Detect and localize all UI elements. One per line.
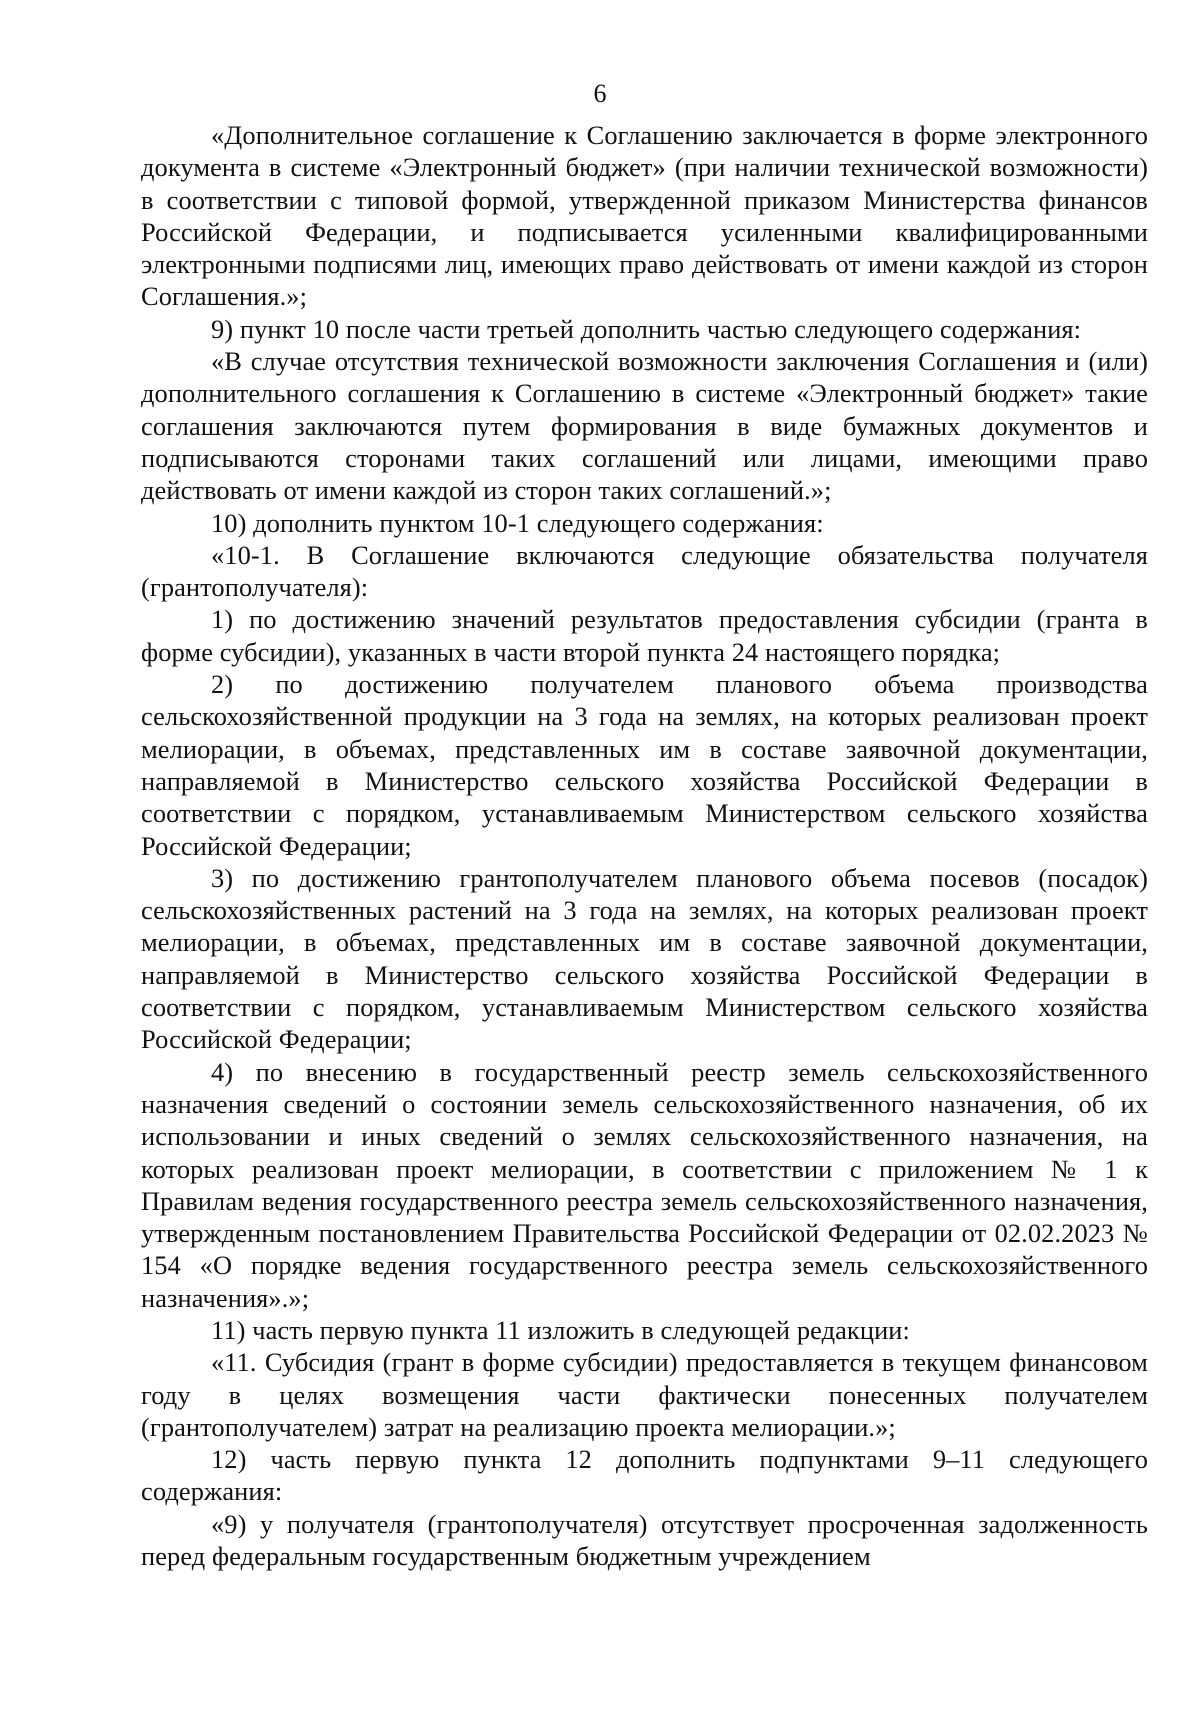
paragraph-12-subitem-9: «9) у получателя (грантополучателя) отсутствует просроченная задолженность перед федеральным государственным бюджетным учреждением — [141, 1508, 1148, 1572]
paragraph-obligation-2: 2) по достижению получателем планового объема производства сельскохозяйственной продукции на 3 года на землях, на которых реализован проект мелиорации, в объемах, представленных им в составе заявочной документации, направляемой в Министерство сельского хозяйства Российской Федерации в соответствии с порядком, устанавливаемым Министерством сельского хозяйства Российской Федерации; — [141, 669, 1148, 861]
paragraph-11-subsidy: «11. Субсидия (грант в форме субсидии) предоставляется в текущем финансовом году в целях возмещения части фактически понесенных получателем (грантополучателем) затрат на реализацию проекта мелиорации.»; — [141, 1347, 1148, 1442]
paragraph-item-9: 9) пункт 10 после части третьей дополнить частью следующего содержания: — [211, 313, 1082, 344]
document-body — [141, 119, 1148, 1572]
paragraph-obligation-3: 3) по достижению грантополучателем планового объема посевов (посадок) сельскохозяйственных растений на 3 года на землях, на которых реализован проект мелиорации, в объемах, представленных им в составе заявочной документации, направляемой в Министерство сельского хозяйства Российской Федерации в соответствии с порядком, устанавливаемым Министерством сельского хозяйства Российской Федерации; — [141, 862, 1148, 1055]
paragraph-no-technical-possibility: «В случае отсутствия технической возможности заключения Соглашения и (или) дополнительного соглашения к Соглашению в системе «Электронный бюджет» такие соглашения заключаются путем формирования в виде бумажных документов и подписываются сторонами таких соглашений или лицами, имеющими право действовать от имени каждой из сторон таких соглашений.»; — [141, 346, 1148, 506]
paragraph-item-11: 11) часть первую пункта 11 изложить в следующей редакции: — [211, 1314, 910, 1345]
paragraph-obligation-4: 4) по внесению в государственный реестр земель сельскохозяйственного назначения сведений о состоянии земель сельскохозяйственного назначения, об их использовании и иных сведений о землях сельскохозяйственного назначения, на которых реализован проект мелиорации, в соответствии с приложением № 1 к Правилам ведения государственного реестра земель сельскохозяйственного назначения, утвержденным постановлением Правительства Российской Федерации от 02.02.2023 № 154 «О порядке ведения государственного реестра земель сельскохозяйственного назначения».»; — [141, 1056, 1148, 1313]
paragraph-item-12: 12) часть первую пункта 12 дополнить подпунктами 9–11 следующего содержания: — [141, 1444, 1148, 1507]
paragraph-agreement-form: «Дополнительное соглашение к Соглашению заключается в форме электронного документа в системе «Электронный бюджет» (при наличии технической возможности) в соответствии с типовой формой, утвержденной приказом Министерства финансов Российской Федерации, и подписывается усиленными квалифицированными электронными подписями лиц, имеющих право действовать от имени каждой из сторон Соглашения.»; — [141, 120, 1148, 312]
paragraph-obligation-1: 1) по достижению значений результатов предоставления субсидии (гранта в форме субсидии), указанных в части второй пункта 24 настоящего порядка; — [141, 604, 1148, 667]
paragraph-10-1-obligations: «10-1. В Соглашение включаются следующие обязательства получателя (грантополучателя): — [141, 539, 1148, 603]
paragraph-item-10: 10) дополнить пунктом 10-1 следующего содержания: — [211, 507, 824, 538]
page-number: 6 — [593, 79, 607, 108]
